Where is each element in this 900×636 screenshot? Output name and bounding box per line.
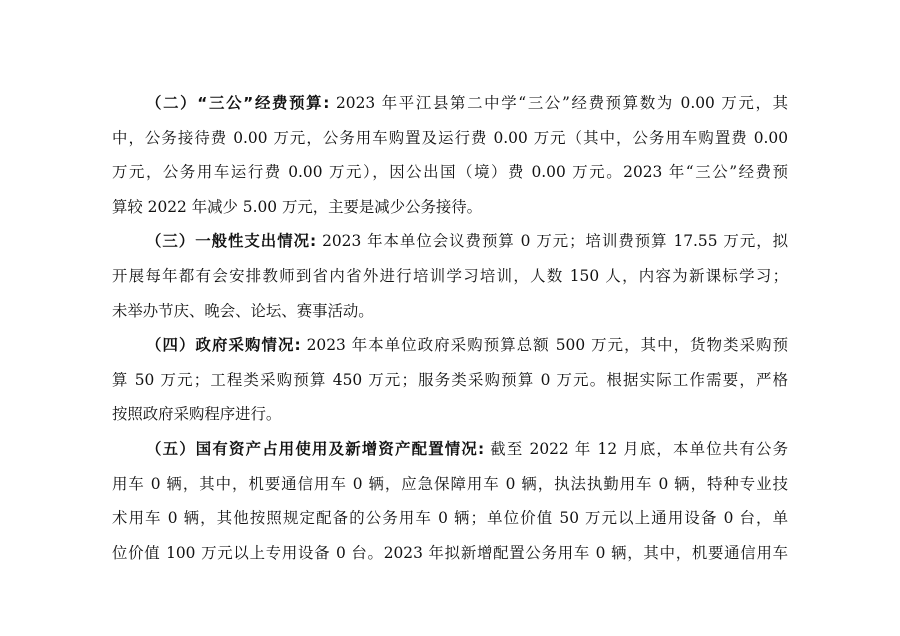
section-state-assets <box>112 432 788 570</box>
body-text: 截至 2022 年 12 月底，本单位共有公务 <box>484 439 788 458</box>
paragraph-line: 按照政府采购程序进行。 <box>112 405 282 424</box>
section-government-procurement <box>112 328 788 432</box>
section-san-gong-budget <box>112 86 788 224</box>
body-text: 2023 年本单位会议费预算 0 万元；培训费预算 17.55 万元，拟 <box>316 232 788 251</box>
paragraph-line: 位价值 100 万元以上专用设备 0 台。2023 年拟新增配置公务用车 0 辆，其中，机要通信用车 <box>112 543 788 562</box>
paragraph-line: 未举办节庆、晚会、论坛、赛事活动。 <box>112 301 374 320</box>
section-heading: （三）一般性支出情况: <box>146 232 317 251</box>
paragraph-line: 算 50 万元；工程类采购预算 450 万元；服务类采购预算 0 万元。根据实际工作需要，严格 <box>112 370 788 389</box>
paragraph-line <box>112 328 788 363</box>
section-heading: （五）国有资产占用使用及新增资产配置情况: <box>146 439 485 458</box>
document-page <box>112 86 788 570</box>
paragraph-line: 开展每年都有会安排教师到省内省外进行培训学习培训，人数 150 人，内容为新课标学习； <box>112 266 788 285</box>
paragraph-line <box>112 86 788 121</box>
paragraph-line: 万元，公务用车运行费 0.00 万元），因公出国（境）费 0.00 万元。2023 年“三公”经费预 <box>112 163 788 182</box>
section-general-expenditure <box>112 224 788 328</box>
paragraph-line: 术用车 0 辆，其他按照规定配备的公务用车 0 辆；单位价值 50 万元以上通用设备 0 台，单 <box>112 509 788 528</box>
body-text: 2023 年平江县第二中学“三公”经费预算数为 0.00 万元，其 <box>329 94 788 112</box>
paragraph-line: 算较 2022 年减少 5.00 万元，主要是减少公务接待。 <box>112 197 483 216</box>
paragraph-line <box>112 432 788 467</box>
paragraph-line: 用车 0 辆，其中，机要通信用车 0 辆，应急保障用车 0 辆，执法执勤用车 0 辆，特种专业技 <box>112 474 788 493</box>
body-text: 2023 年本单位政府采购预算总额 500 万元，其中，货物类采购预 <box>300 336 788 355</box>
section-heading: （二）“三公”经费预算: <box>146 94 330 112</box>
section-heading: （四）政府采购情况: <box>146 336 301 355</box>
paragraph-line: 中，公务接待费 0.00 万元，公务用车购置及运行费 0.00 万元（其中，公务用车购置费 0.00 <box>112 128 788 147</box>
paragraph-line <box>112 224 788 259</box>
